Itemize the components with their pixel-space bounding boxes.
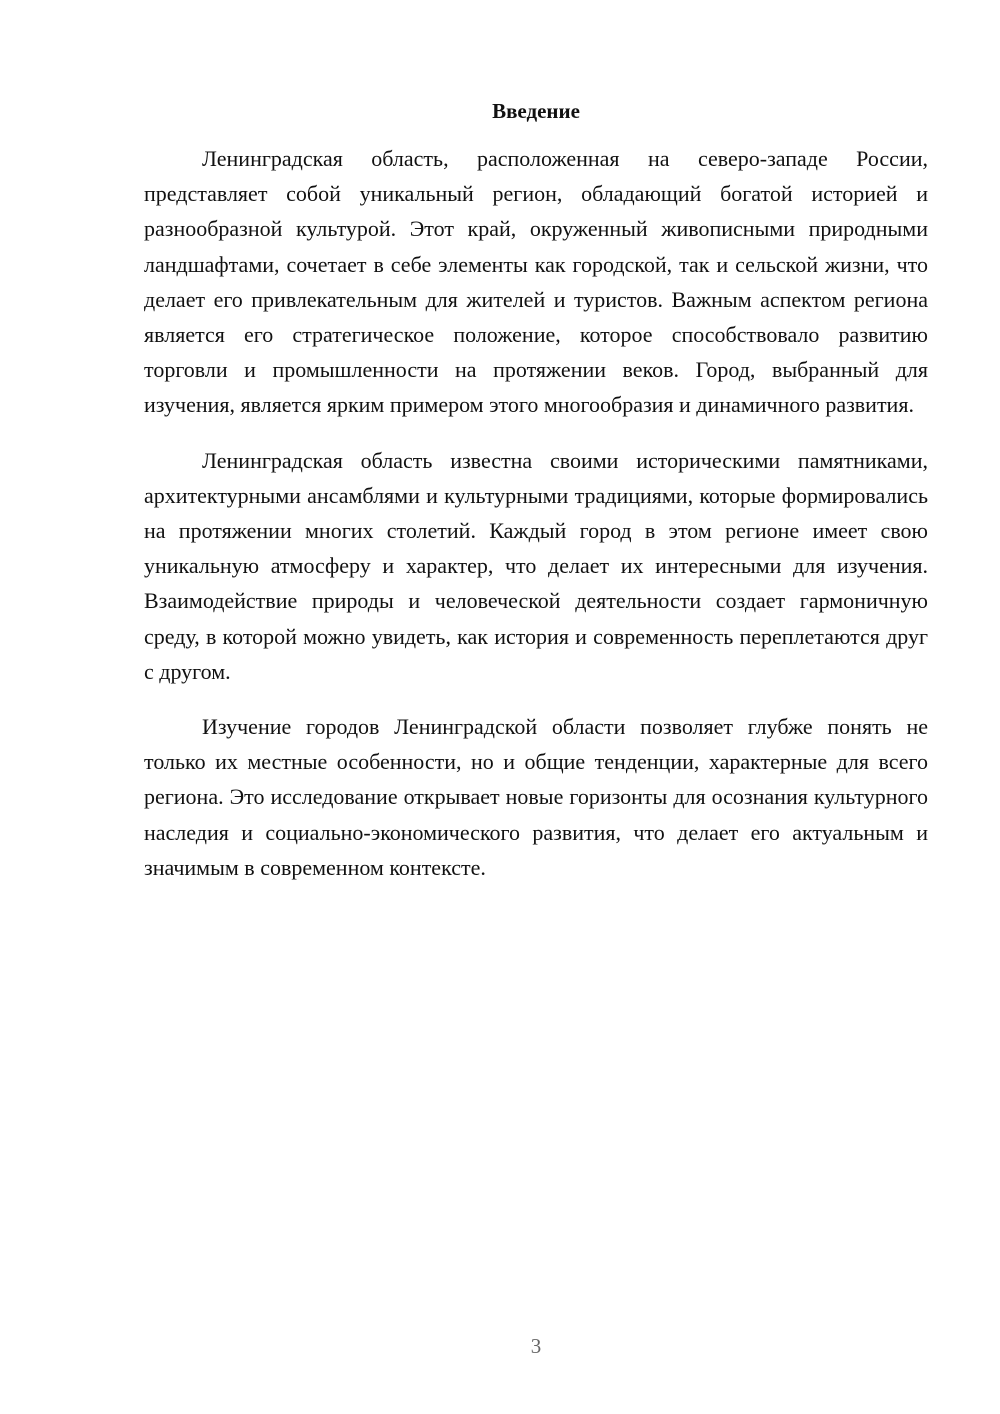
section-title: Введение xyxy=(492,99,580,123)
paragraph: Изучение городов Ленинградской области позволяет глубже понять не только их местные особенности, но и общие тенденции, характерные для всего региона. Это исследование открывает новые горизонты для осознания культурного наследия и социально-экономического развития, что делает его актуальным и значимым в современном контексте. xyxy=(144,714,928,880)
paragraph: Ленинградская область, расположенная на северо-западе России, представляет собой уникальный регион, обладающий богатой историей и разнообразной культурой. Этот край, окруженный живописными природными ландшафтами, сочетает в себе элементы как городской, так и сельской жизни, что делает его привлекательным для жителей и туристов. Важным аспектом региона является его стратегическое положение, которое способствовало развитию торговли и промышленности на протяжении веков. Город, выбранный для изучения, является ярким примером этого многообразия и динамичного развития. xyxy=(144,146,928,418)
body-text xyxy=(144,141,928,905)
page-number: 3 xyxy=(530,1334,542,1358)
paragraph: Ленинградская область известна своими историческими памятниками, архитектурными ансамблями и культурными традициями, которые формировались на протяжении многих столетий. Каждый город в этом регионе имеет свою уникальную атмосферу и характер, что делает их интересными для изучения. Взаимодействие природы и человеческой деятельности создает гармоничную среду, в которой можно увидеть, как история и современность переплетаются друг с другом. xyxy=(144,447,928,684)
